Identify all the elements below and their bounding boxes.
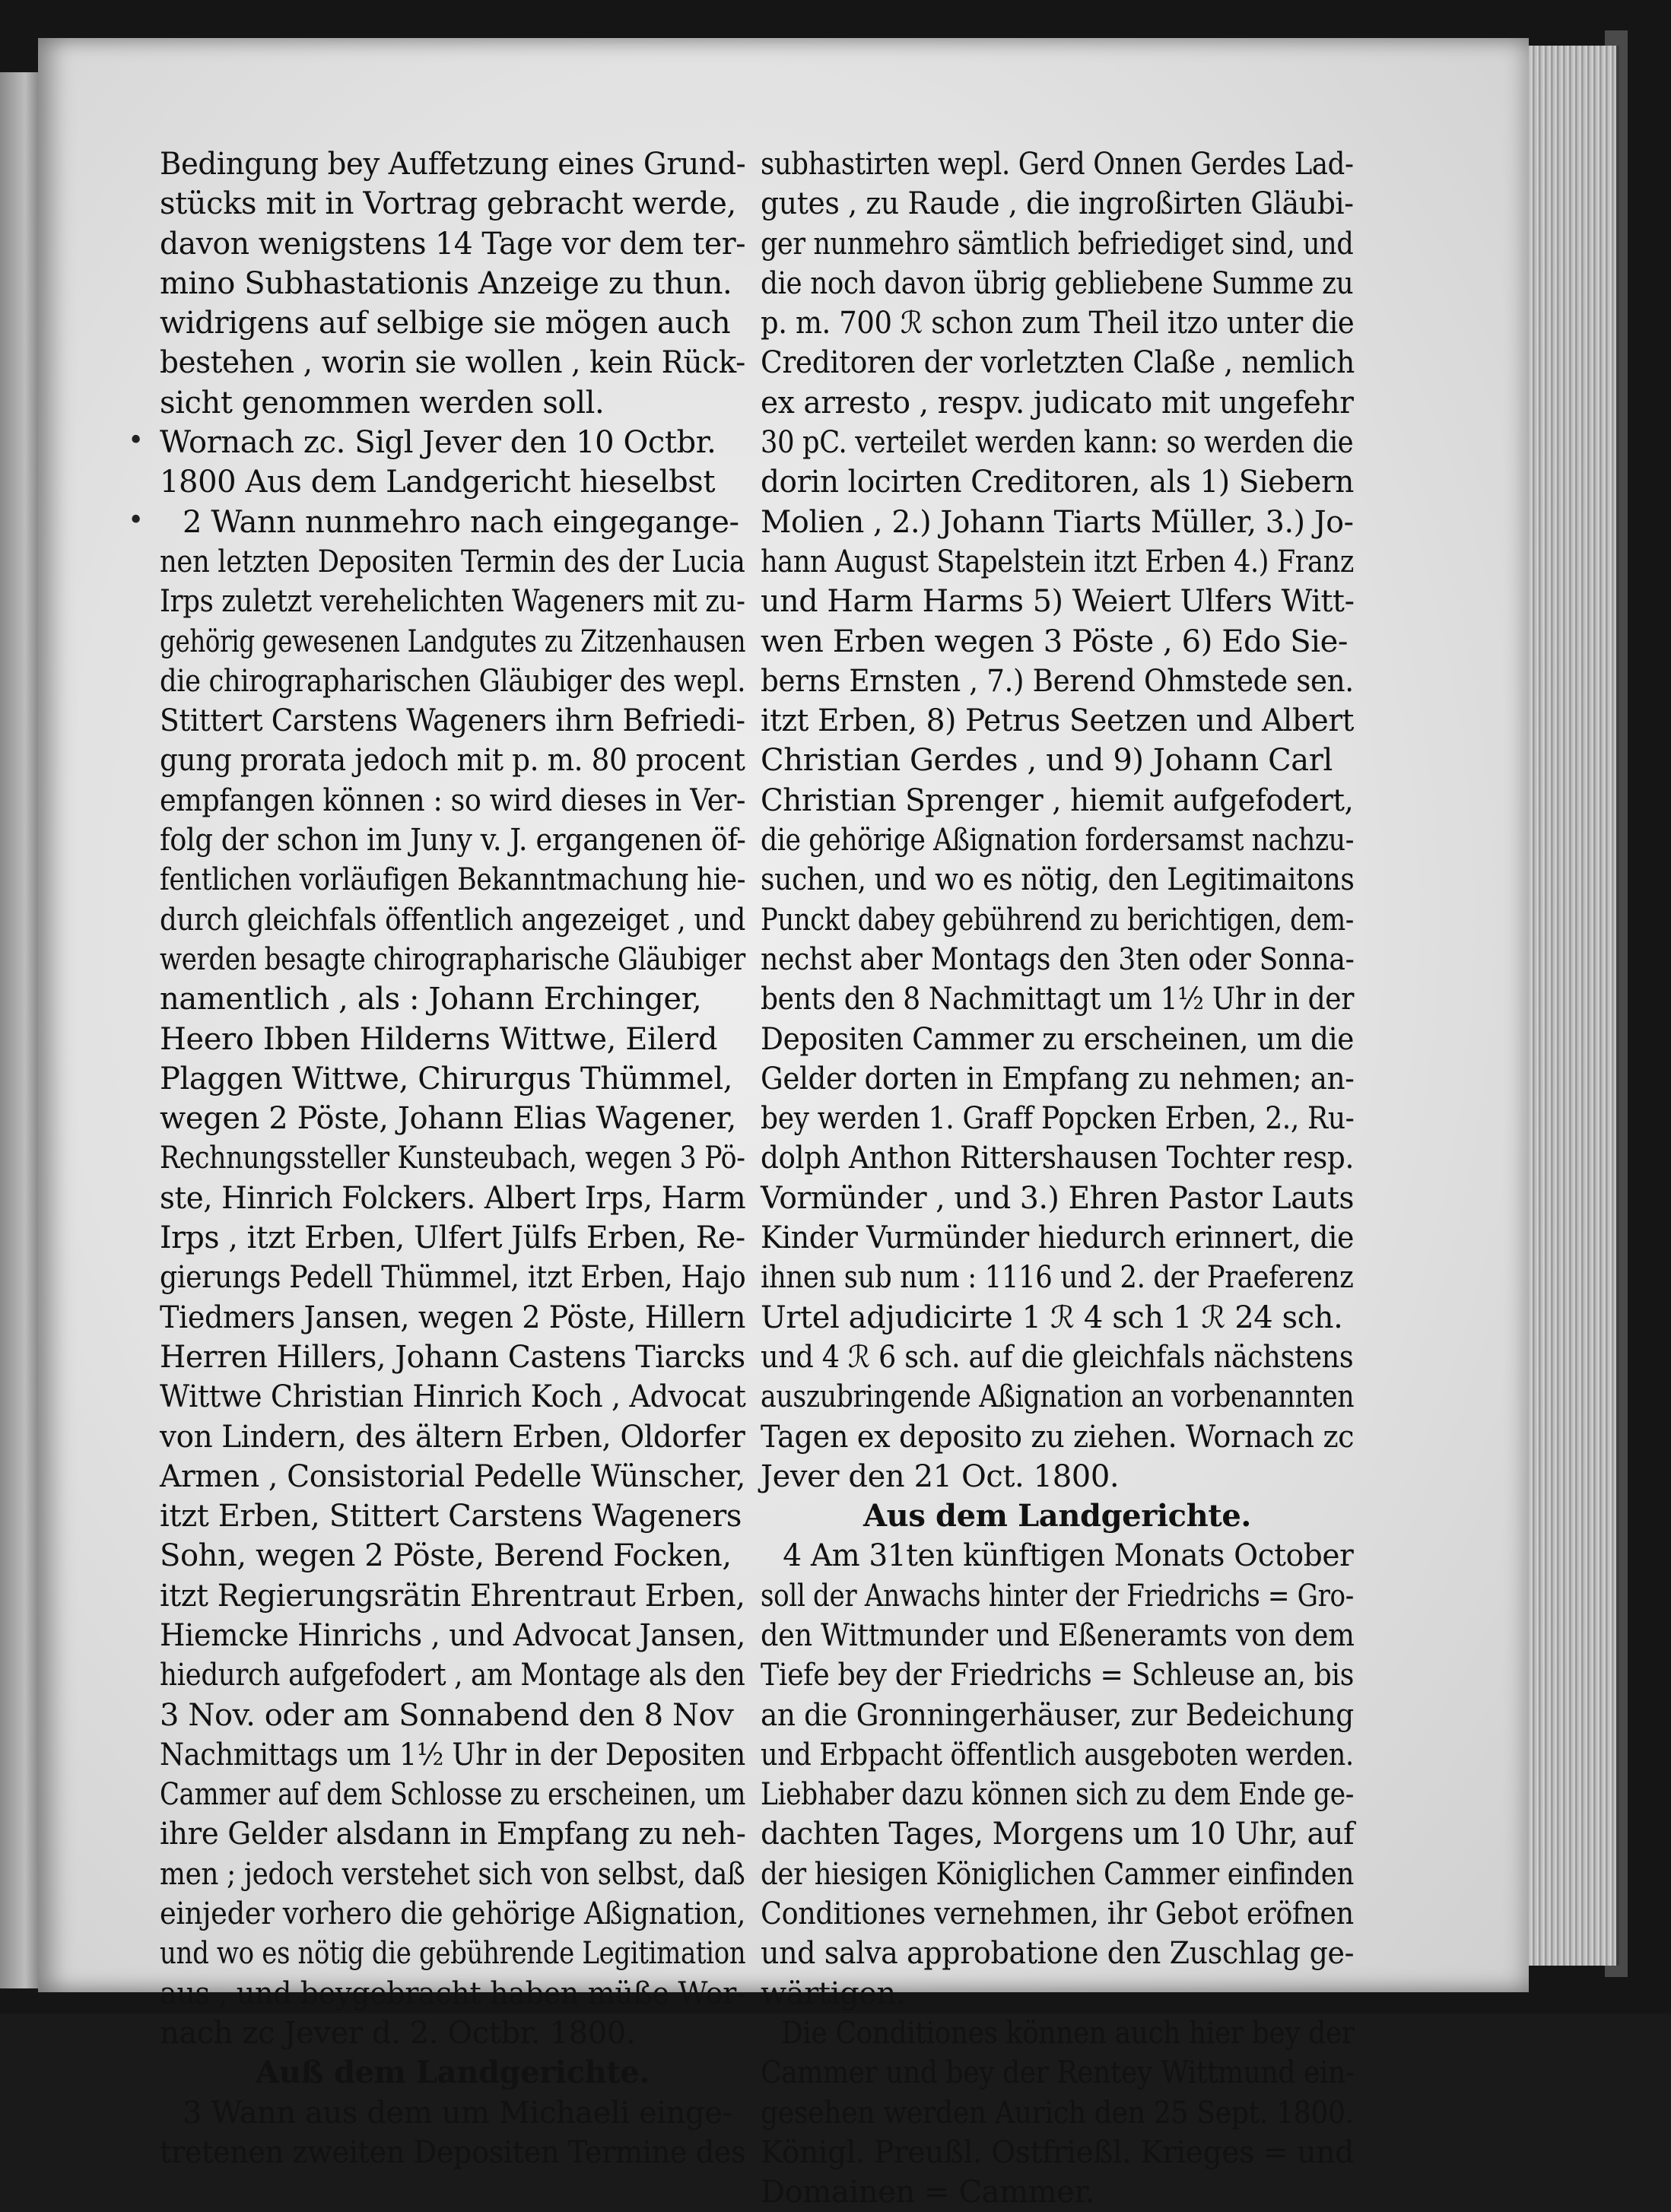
text-line: Tiefe bey der Friedrichs = Schleuse an, bis (761, 1658, 1355, 1693)
text-line: Wittwe Christian Hinrich Koch , Advocat (160, 1379, 746, 1415)
text-line: Die Conditiones können auch hier bey der (780, 2015, 1355, 2051)
text-line: Herren Hillers, Johann Castens Tiarcks (160, 1339, 745, 1375)
text-line: suchen, und wo es nötig, den Legitimaitons (761, 862, 1355, 898)
text-line: Vormünder , und 3.) Ehren Pastor Lauts (761, 1180, 1355, 1216)
text-line: nach zc Jever d. 2. Octbr. 1800. (160, 2015, 636, 2051)
text-line: gesehen werden Aurich den 25 Sept. 1800. (761, 2095, 1354, 2131)
text-line: Rechnungssteller Kunsteubach, wegen 3 Pö- (160, 1141, 745, 1176)
text-line: Heero Ibben Hilderns Wittwe, Eilerd (160, 1021, 718, 1057)
text-line: den Wittmunder und Eßeneramts von dem (761, 1617, 1355, 1653)
text-line: die gehörige Aßignation fordersamst nachzu- (761, 823, 1355, 858)
text-line: itzt Regierungsrätin Ehrentraut Erben, (160, 1578, 745, 1614)
right-text-column (761, 144, 1354, 2212)
text-line: wen Erben wegen 3 Pöste , 6) Edo Sie- (761, 624, 1349, 659)
text-line: Hiemcke Hinrichs , und Advocat Jansen, (160, 1617, 745, 1653)
text-line: gung prorata jedoch mit p. m. 80 procent (160, 743, 745, 779)
text-line: itzt Erben, 8) Petrus Seetzen und Albert (761, 703, 1354, 739)
text-line: Conditiones vernehmen, ihr Gebot eröfnen (761, 1896, 1354, 1932)
text-line: gierungs Pedell Thümmel, itzt Erben, Hajo (160, 1260, 746, 1296)
text-line: 3 Nov. oder am Sonnabend den 8 Nov (160, 1697, 734, 1733)
text-line: Cammer und bey der Rentey Wittmund ein- (761, 2055, 1355, 2091)
text-line: soll der Anwachs hinter der Friedrichs = Gro- (761, 1578, 1354, 1614)
text-line: 30 pC. verteilet werden kann: so werden die (761, 425, 1354, 461)
text-line: Irps zuletzt verehelichten Wageners mit zu- (160, 584, 745, 620)
text-line: und wo es nötig die gebührende Legitimation (160, 1936, 746, 1972)
text-line: Stittert Carstens Wageners ihrn Befriedi- (160, 703, 745, 739)
text-line: 3 Wann aus dem um Michaeli einge- (183, 2095, 732, 2131)
text-line: Punckt dabey gebührend zu berichtigen, dem- (761, 902, 1354, 938)
text-line: an die Gronningerhäuser, zur Bedeichung (761, 1697, 1354, 1733)
text-line: Jever den 21 Oct. 1800. (761, 1458, 1120, 1494)
text-line: Tagen ex deposito zu ziehen. Wornach zc (761, 1419, 1355, 1455)
text-line: Wornach zc. Sigl Jever den 10 Octbr. (160, 425, 716, 461)
text-line: Domainen = Cammer. (761, 2175, 1095, 2210)
text-line: Liebhaber dazu können sich zu dem Ende ge- (761, 1777, 1355, 1813)
text-line: tretenen zweiten Depositen Termine des (160, 2134, 746, 2170)
text-line: nen letzten Depositen Termin des der Lucia (160, 544, 745, 579)
text-line: stücks mit in Vortrag gebracht werde, (160, 186, 736, 222)
text-line: fentlichen vorläufigen Bekanntmachung hie- (160, 862, 746, 898)
text-line: Tiedmers Jansen, wegen 2 Pöste, Hillern (160, 1300, 746, 1335)
text-line: Cammer auf dem Schlosse zu erscheinen, um (160, 1777, 746, 1813)
text-line: ihnen sub num : 1116 und 2. der Praeferenz (761, 1260, 1354, 1296)
section-heading: Auß dem Landgerichte. (256, 2055, 650, 2091)
text-line: und 4 ℛ 6 sch. auf die gleichfals nächstens (761, 1339, 1354, 1375)
text-line: von Lindern, des ältern Erben, Oldorfer (160, 1419, 745, 1455)
text-line: sicht genommen werden soll. (160, 385, 605, 421)
text-line: subhastirten wepl. Gerd Onnen Gerdes Lad- (761, 147, 1354, 182)
margin-mark: • (128, 425, 145, 456)
text-line: die noch davon übrig gebliebene Summe zu (761, 265, 1354, 301)
text-line: berns Ernsten , 7.) Berend Ohmstede sen. (761, 663, 1354, 699)
text-line: Nachmittags um 1½ Uhr in der Depositen (160, 1737, 745, 1772)
text-line: Sohn, wegen 2 Pöste, Berend Focken, (160, 1538, 732, 1574)
text-line: Irps , itzt Erben, Ulfert Jülfs Erben, Re- (160, 1220, 745, 1256)
page-fore-edge (1517, 46, 1619, 1966)
text-line: Christian Sprenger , hiemit aufgefodert, (761, 782, 1354, 818)
text-line: folg der schon im Juny v. J. ergangenen öf- (160, 823, 746, 858)
text-line: widrigens auf selbige sie mögen auch (160, 306, 731, 341)
text-line: wegen 2 Pöste, Johann Elias Wagener, (160, 1101, 736, 1137)
text-line: hann August Stapelstein itzt Erben 4.) Franz (761, 544, 1354, 579)
text-line: bestehen , worin sie wollen , kein Rück- (160, 345, 745, 381)
text-line: Urtel adjudicirte 1 ℛ 4 sch 1 ℛ 24 sch. (761, 1300, 1343, 1335)
text-line: gehörig gewesenen Landgutes zu Zitzenhausen (160, 624, 746, 659)
text-line: ger nunmehro sämtlich befriediget sind, und (761, 226, 1354, 262)
text-line: Christian Gerdes , und 9) Johann Carl (761, 743, 1333, 779)
text-line: die chirographarischen Gläubiger des wepl. (160, 663, 746, 699)
text-line: Königl. Preußl. Ostfrießl. Krieges = und (761, 2134, 1354, 2170)
text-line: bey werden 1. Graff Popcken Erben, 2., Ru- (761, 1101, 1355, 1137)
text-line: Molien , 2.) Johann Tiarts Müller, 3.) Jo- (761, 504, 1354, 540)
text-line: Creditoren der vorletzten Claße , nemlich (761, 345, 1355, 381)
text-line: nechst aber Montags den 3ten oder Sonna- (761, 941, 1355, 977)
text-line: auszubringende Aßignation an vorbenannten (761, 1379, 1355, 1415)
text-line: der hiesigen Königlichen Cammer einfinden (761, 1856, 1355, 1892)
text-line: empfangen können : so wird dieses in Ver- (160, 782, 746, 818)
text-line: dorin locirten Creditoren, als 1) Siebern (761, 465, 1354, 500)
text-line: itzt Erben, Stittert Carstens Wageners (160, 1499, 742, 1534)
section-heading: Aus dem Landgerichte. (863, 1498, 1251, 1534)
text-line: dachten Tages, Morgens um 10 Uhr, auf (761, 1817, 1355, 1852)
text-line: 2 Wann nunmehro nach eingegange- (183, 504, 739, 540)
text-line: men ; jedoch verstehet sich von selbst, daß (160, 1856, 745, 1892)
text-line: und Harm Harms 5) Weiert Ulfers Witt- (761, 584, 1355, 620)
text-line: und Erbpacht öffentlich ausgeboten werden. (761, 1737, 1354, 1772)
text-line: mino Subhastationis Anzeige zu thun. (160, 265, 732, 301)
text-line: Gelder dorten in Empfang zu nehmen; an- (761, 1061, 1355, 1096)
text-line: davon wenigstens 14 Tage vor dem ter- (160, 226, 746, 262)
text-line: wärtigen. (761, 1976, 906, 2011)
margin-mark: • (128, 505, 145, 536)
text-line: gutes , zu Raude , die ingroßirten Gläubi- (761, 186, 1354, 222)
text-line: ex arresto , respv. judicato mit ungefehr (761, 385, 1354, 421)
text-line: durch gleichfals öffentlich angezeiget , und (160, 902, 746, 938)
text-line: ihre Gelder alsdann in Empfang zu neh- (160, 1817, 746, 1852)
text-line: aus , und beygebracht haben müße Wor- (160, 1976, 746, 2011)
text-line: bents den 8 Nachmittagt um 1½ Uhr in der (761, 982, 1355, 1017)
text-line: 4 Am 31ten künftigen Monats October (783, 1538, 1354, 1574)
text-line: ste, Hinrich Folckers. Albert Irps, Harm (160, 1180, 746, 1216)
text-line: und salva approbatione den Zuschlag ge- (761, 1936, 1355, 1972)
text-line: Plaggen Wittwe, Chirurgus Thümmel, (160, 1061, 733, 1096)
text-line: Depositen Cammer zu erscheinen, um die (761, 1021, 1354, 1057)
text-line: 1800 Aus dem Landgericht hieselbst (160, 465, 716, 500)
text-line: dolph Anthon Rittershausen Tochter resp. (761, 1141, 1354, 1176)
text-line: werden besagte chirographarische Gläubiger (160, 941, 745, 977)
text-line: hiedurch aufgefodert , am Montage als den (160, 1658, 745, 1693)
text-line: Bedingung bey Auffetzung eines Grund- (160, 147, 746, 182)
text-line: Armen , Consistorial Pedelle Wünscher, (160, 1458, 745, 1494)
text-line: namentlich , als : Johann Erchinger, (160, 982, 702, 1017)
left-text-column (160, 144, 745, 2172)
text-line: p. m. 700 ℛ schon zum Theil itzo unter die (761, 306, 1355, 341)
text-line: Kinder Vurmünder hiedurch erinnert, die (761, 1220, 1355, 1256)
text-line: einjeder vorhero die gehörige Aßignation, (160, 1896, 746, 1932)
